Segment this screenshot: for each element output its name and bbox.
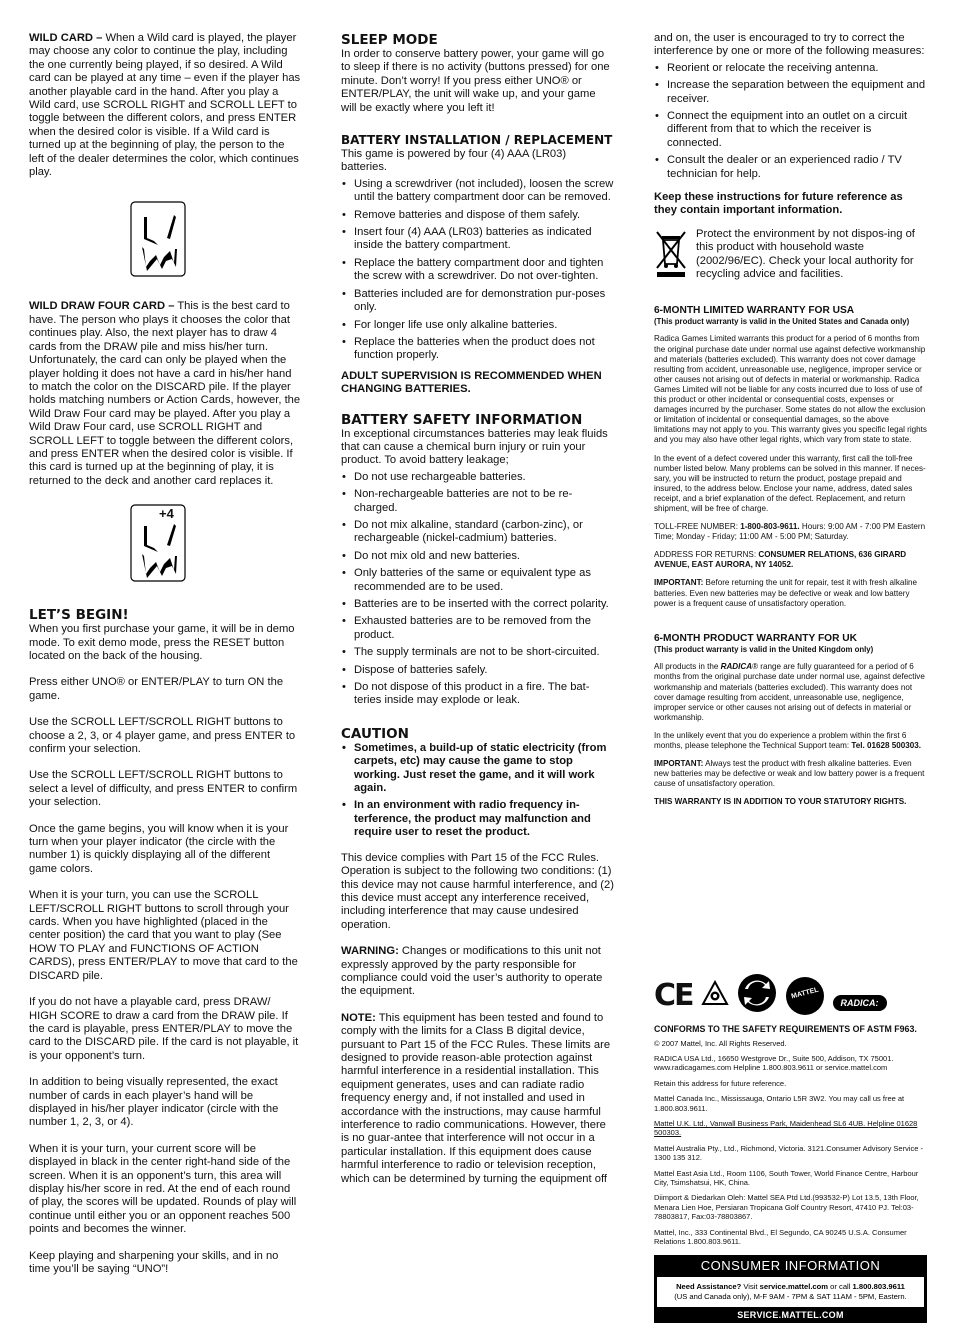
radica-brand-inline: RADICA [720, 662, 753, 672]
list-item: • Batteries included are for demonstration pur-poses only. [341, 288, 614, 315]
toll-free-hours: Hours: 9:00 AM - 7:00 PM Eastern Time; Monday - Friday; 11:00 AM - 5:00 PM; Saturday. [654, 522, 926, 542]
toll-free-number: 1-800-803-9611. [740, 522, 800, 532]
list-item: • Using a screwdriver (not included), loosen the screw until the battery compartment door can be removed. [341, 178, 614, 205]
battery-intro: This game is powered by four (4) AAA (LR03) batteries. [341, 148, 567, 174]
adult-supervision-note: ADULT SUPERVISION IS RECOMMENDED WHEN CHANGING BATTERIES. [341, 369, 602, 396]
plus-four-label: +4 [159, 506, 174, 522]
need-assistance-label: Need Assistance? [676, 1282, 742, 1292]
caution-list [341, 742, 614, 840]
uk-support-info [654, 731, 927, 751]
note-paragraph [341, 1012, 614, 1186]
sleep-mode-heading: SLEEP MODE [341, 32, 438, 48]
consumer-assistance-line [661, 1282, 920, 1292]
statutory-rights-note: THIS WARRANTY IS IN ADDITION TO YOUR STATUTORY RIGHTS. [654, 797, 907, 807]
begin-paragraph-7: If you do not have a playable card, press DRAW/ HIGH SCORE to draw a card from the DRAW pile. If the card is playable, press ENTER/PLAY to move the card to the DISCARD pile. If the card is not playable, it is your opponent’s turn. [29, 996, 299, 1062]
interference-continuation: and on, the user is encouraged to try to correct the interference by one or more of the following measures: [654, 32, 925, 58]
address-line: Mattel East Asia Ltd., Room 1106, South Tower, World Finance Centre, Harbour City, Tsimshatsui, HK, China. [654, 1168, 919, 1187]
list-item: • Do not mix alkaline, standard (carbon-zinc), or rechargeable (nickel-cadmium) batteries. [341, 519, 614, 546]
astm-compliance: CONFORMS TO THE SAFETY REQUIREMENTS OF ASTM F963. [654, 1024, 917, 1035]
sleep-mode-text: In order to conserve battery power, your game will go to sleep if there is no activity (buttons pressed) for one minute. Don’t worry! If you press either UNO® or ENTER/PLAY, the unit will wake up, and your game will be exactly where you left it! [341, 48, 610, 114]
company-addresses [654, 1039, 927, 1247]
list-item: • For longer life use only alkaline batteries. [341, 319, 614, 332]
certification-logos [654, 973, 927, 1018]
warning-text: Changes or modifications to this unit not expressly approved by the party responsible for compliance could void the user’s authority to operate the equipment. [341, 945, 603, 998]
battery-safety-list [341, 471, 614, 708]
important-label: IMPORTANT: [654, 759, 704, 769]
wild-draw-four-text: This is the best card to have. The person who plays it chooses the color that continues play. Also, the next player has to draw 4 cards from the DRAW pile and miss his/her turn. Unfortunately, the card can only be played when the player holding it does not have a card in his/her hand to match the color on the DISCARD pile. If the player holds matching numbers or Action Cards, however, the Wild Draw Four card may be played. After you play a Wild Draw Four card, use SCROLL RIGHT and SCROLL LEFT to toggle between the different colors, and press ENTER when the desired color is visible. If this card is turned up at the beginning of play, it is returned to the deck and another card replaces it. [29, 300, 301, 487]
begin-paragraph-4: Use the SCROLL LEFT/SCROLL RIGHT buttons to select a level of difficulty, and press ENTER to confirm your selection. [29, 769, 298, 809]
wild-card-paragraph [29, 32, 301, 179]
green-dot-recycle-icon [737, 973, 777, 1018]
battery-safety-intro: In exceptional circumstances batteries may leak fluids that can cause a chemical burn injury or ruin your product. To avoid battery leakage; [341, 427, 608, 467]
begin-paragraph-9: When it is your turn, your current score will be displayed in black in the center right-hand side of the screen. When it is an opponent’s turn, this area will display his/her score in red. At the end of each round of play, the scores will be updated. Rounds of play will continue until either you or an opponent reaches 500 points and becomes the winner. [29, 1142, 297, 1236]
usa-warranty-heading: 6-MONTH LIMITED WARRANTY FOR USA [654, 304, 855, 316]
consumer-information-box [654, 1255, 927, 1323]
list-item: • Exhausted batteries are to be removed from the product. [341, 615, 614, 642]
column-right [654, 32, 927, 1323]
list-item: • Insert four (4) AAA (LR03) batteries as indicated inside the battery compartment. [341, 226, 614, 253]
uk-warranty-subheading: (This product warranty is valid in the United Kingdom only) [654, 644, 874, 654]
address-line: Retain this address for future reference. [654, 1078, 787, 1088]
wild-draw-four-paragraph [29, 300, 301, 488]
uk-support-phone: Tel. 01628 500303. [851, 740, 921, 750]
list-item: • Dispose of batteries safely. [341, 664, 614, 677]
usa-warranty-subheading: (This product warranty is valid in the United States and Canada only) [654, 316, 910, 326]
list-item: • Consult the dealer or an experienced radio / TV technician for help. [654, 154, 927, 181]
usa-important-note [654, 578, 927, 608]
wild-card-label: WILD CARD – [29, 32, 103, 44]
age-warning-icon [701, 980, 729, 1011]
service-site-footer: SERVICE.MATTEL.COM [737, 1310, 844, 1321]
battery-installation-heading: BATTERY INSTALLATION / REPLACEMENT [341, 133, 613, 148]
visit-text: Visit [741, 1282, 760, 1292]
wild-draw-four-label: WILD DRAW FOUR CARD – [29, 300, 175, 313]
mattel-logo-text: MATTEL [790, 986, 819, 1001]
begin-paragraph-1: When you first purchase your game, it will be in demo mode. To exit demo mode, press the RESET button located on the back of the housing. [29, 623, 295, 662]
begin-paragraph-5: Once the game begins, you will know when it is your turn when your player indicator (the circle with the number 1) is quickly displaying all of the different game colors. [29, 822, 289, 875]
list-item: • The supply terminals are not to be short-circuited. [341, 646, 614, 659]
begin-paragraph-6: When it is your turn, you can use the SCROLL LEFT/SCROLL RIGHT buttons to scroll through your cards. When you have highlighted (placed in the center position) the card that you want to play (See HOW TO PLAY and FUNCTIONS OF ACTION CARDS), press ENTER/PLAY to move that card to the DISCARD pile. [29, 889, 298, 982]
environment-text: Protect the environment by not dispos-ing of this product with household waste (2002/96/EC). Check your local authority for recycling advice and facilities. [696, 227, 915, 281]
address-line: Mattel U.K. Ltd., Vanwall Business Park, Maidenhead SL6 4UB. Helpline 01628 500303. [654, 1118, 918, 1138]
toll-free-label: TOLL-FREE NUMBER: [654, 522, 741, 532]
battery-steps-list [341, 178, 614, 363]
list-item: • Only batteries of the same or equivalent type as recommended are to be used. [341, 567, 614, 594]
address-line: Mattel Australia Pty., Ltd., Richmond, Victoria. 3121.Consumer Advisory Service - 1300 135 312. [654, 1143, 924, 1163]
return-address-value: CONSUMER RELATIONS, 636 GIRARD AVENUE, EAST AURORA, NY 14052. [654, 550, 907, 570]
address-line: Mattel, Inc., 333 Continental Blvd., El Segundo, CA 90245 U.S.A. Consumer Relations 1.800.803.9611. [654, 1227, 907, 1247]
usa-important-text: Before returning the unit for repair, test it with fresh alkaline batteries. Even new batteries may be defective or weak and low battery power is a frequent cause of unsatisfactory operation. [654, 578, 918, 608]
lets-begin-heading: LET’S BEGIN! [29, 607, 129, 624]
list-item: • Do not dispose of this product in a fire. The bat-teries inside may explode or leak. [341, 681, 614, 708]
list-item: • Replace the battery compartment door and tighten the screw with a screwdriver. Do not over-tighten. [341, 257, 614, 284]
usa-warranty-claims: In the event of a defect covered under this warranty, first call the toll-free number listed below. Many problems can be solved in this manner. If neces-sary, you will be instructed to return the product, postage prepaid and insured, to the address below. Enclose your name, address, dated sales receipt, and a brief explanation of the defect. Replacement, and return shipment, will be free of charge. [654, 453, 926, 513]
important-label: IMPORTANT: [654, 578, 704, 588]
list-item: • Sometimes, a build-up of static electricity (from carpets, etc) may cause the game to stop working. Just reset the game, and it will work again. [341, 742, 614, 796]
note-text: This equipment has been tested and found to comply with the limits for a Class B digital device, pursuant to Part 15 of the FCC Rules. These limits are designed to provide reason-able protection against harmful interference in a residential installation. This equipment generates, uses and can radiate radio frequency energy and, if not installed and used in accordance with the instructions, may cause harmful interference to radio communications. However, there is no guar-antee that interference will not occur in a particular installation. If this equipment does cause harmful interference to radio or television reception, which can be determined by turning the equipment off [341, 1011, 611, 1185]
column-middle [341, 32, 614, 1186]
crossed-bin-icon [654, 228, 688, 283]
begin-paragraph-3: Use the SCROLL LEFT/SCROLL RIGHT buttons to choose a 2, 3, or 4 player game, and press ENTER to confirm your selection. [29, 716, 296, 755]
begin-paragraph-2: Press either UNO® or ENTER/PLAY to turn ON the game. [29, 676, 284, 702]
wild-draw-four-card-image [130, 504, 186, 582]
or-call-text: or call [828, 1282, 853, 1292]
column-left [29, 32, 301, 1276]
list-item: • Increase the separation between the equipment and receiver. [654, 79, 927, 106]
list-item: • In an environment with radio frequency in-terference, the product may malfunction and require user to reset the product. [341, 799, 614, 839]
begin-paragraph-10: Keep playing and sharpening your skills, and in no time you’ll be saying “UNO”! [29, 1249, 279, 1275]
uk-important-text: Always test the product with fresh alkaline batteries. Even new batteries may be defective or weak and low battery power is a frequent cause of unsatisfactory operation. [654, 759, 925, 789]
interference-measures-list [654, 62, 927, 181]
consumer-phone: 1.800.803.9611 [852, 1282, 905, 1292]
address-line: Diimport & Diedarkan Oleh: Mattel SEA Ptd Ltd.(993532-P) Lot 13.5, 13th Floor, Menara Lien Hoe, Persiaran Tropicana Golf Country Resort, 47410 PJ. Tel:03-78803817, Fax:03-78803867. [654, 1193, 919, 1222]
caution-heading: CAUTION [341, 725, 409, 742]
address-line: RADICA USA Ltd., 16650 Westgrove Dr., Suite 500, Addison, TX 75001. www.radicagames.com Helpline 1.800.803.9611 or service.mattel.com [654, 1053, 894, 1073]
list-item: • Reorient or relocate the receiving antenna. [654, 62, 927, 75]
list-item: • Do not use rechargeable batteries. [341, 471, 614, 484]
radica-logo: RADICA: [833, 995, 887, 1011]
environment-notice [654, 228, 927, 283]
uk-terms-intro: All products in the [654, 662, 721, 672]
warning-label: WARNING: [341, 945, 399, 958]
uk-important-note [654, 759, 927, 789]
begin-paragraph-8: In addition to being visually represented, the exact number of cards in each player’s hand will be displayed in his/her player indicator (circle with the number 1, 2, 3, or 4). [29, 1076, 279, 1129]
list-item: • Remove batteries and dispose of them safely. [341, 209, 614, 222]
service-site: service.mattel.com [759, 1282, 829, 1292]
ce-mark-logo: CE [654, 978, 693, 1014]
uk-terms-body: ® range are fully guaranteed for a period of 6 months from the original purchase date under normal use, against defective workmanship and materials (batteries excluded). This warranty does not cover damage resulting from accident, unreasonable use, negligence, improper service or other causes not arising out of defects in material or workmanship. [654, 662, 925, 722]
list-item: • Replace the batteries when the product does not function properly. [341, 336, 614, 363]
list-item: • Connect the equipment into an outlet on a circuit different from that to which the receiver is connected. [654, 110, 927, 150]
toll-free-info [654, 522, 927, 542]
fcc-paragraph: This device complies with Part 15 of the FCC Rules. Operation is subject to the following two conditions: (1) this device may not cause harmful interference, and (2) this device must accept any interference received, including interference that may cause undesired operation. [341, 851, 614, 931]
consumer-assistance-info [657, 1277, 924, 1307]
consumer-hours: (US and Canada only), M-F 9AM - 7PM & SAT 11AM - 5PM, Eastern. [674, 1292, 907, 1302]
list-item: • Do not mix old and new batteries. [341, 550, 614, 563]
note-label: NOTE: [341, 1011, 376, 1024]
list-item: • Batteries are to be inserted with the correct polarity. [341, 598, 614, 611]
list-item: • Non-rechargeable batteries are not to be re-charged. [341, 488, 614, 515]
keep-instructions-note: Keep these instructions for future reference as they contain important information. [654, 191, 903, 217]
address-line: © 2007 Mattel, Inc. All Rights Reserved. [654, 1038, 787, 1048]
battery-safety-heading: BATTERY SAFETY INFORMATION [341, 411, 583, 428]
return-address-info [654, 550, 927, 570]
uk-warranty-terms [654, 662, 927, 723]
return-address-label: ADDRESS FOR RETURNS: [654, 550, 759, 560]
uk-warranty-heading: 6-MONTH PRODUCT WARRANTY FOR UK [654, 632, 857, 644]
consumer-information-title: CONSUMER INFORMATION [700, 1258, 881, 1274]
mattel-logo [785, 976, 825, 1016]
wild-card-image [130, 201, 186, 277]
usa-warranty-terms: Radica Games Limited warrants this product for a period of 6 months from the original purchase date under normal use against defective workmanship and materials (batteries excluded). This warranty does not cover damage resulting from accident, unreasonable use, negligence, improper service or other causes not arising out of defects in material or workmanship. Radica Games Limited will not be liable for any costs incurred due to loss of use of this product or other incidental or consequential costs, expenses or damages incurred by the purchaser. Some states do not allow the exclusion or limitation of incidental or consequential damages, so the above limitations may not apply to you. This warranty gives you specific legal rights and you may also have other legal rights, which vary from state to state. [654, 334, 927, 445]
address-line: Mattel Canada Inc., Mississauga, Ontario L5R 3W2. You may call us free at 1.800.803.9611. [654, 1094, 905, 1113]
wild-card-text: When a Wild card is played, the player may choose any color to continue the play, including the one currently being played, if so desired. A Wild card can be played at any time – even if the player has another playable card in the hand. After you play a Wild card, use SCROLL RIGHT and SCROLL LEFT to toggle between the different colors, and press ENTER when the desired color is visible. If a Wild card is turned up at the beginning of play, the person to the left of the dealer determines the color, which continues play. [29, 32, 301, 179]
warning-paragraph [341, 945, 614, 999]
uk-support-text: In the unlikely event that you do experience a problem within the first 6 months, please telephone the Technical Support team: [654, 730, 907, 750]
